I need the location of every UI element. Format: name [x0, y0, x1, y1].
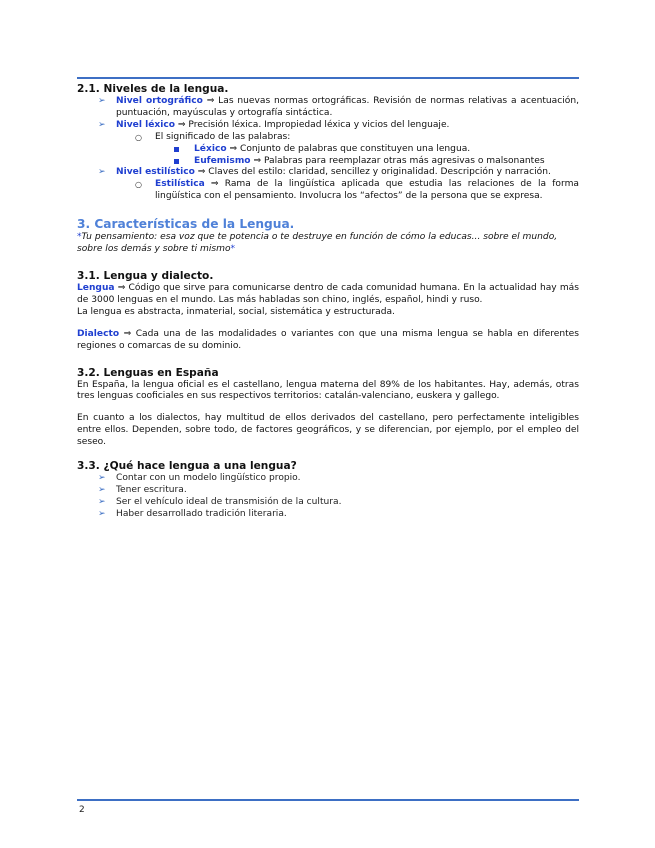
page-content	[77, 82, 579, 521]
lengua-paragraph-2: La lengua es abstracta, inmaterial, social, sistemática y estructurada.	[77, 306, 395, 317]
list-item	[155, 144, 579, 156]
def-estilistico: ⇒ Claves del estilo: claridad, sencillez y originalidad. Descripción y narración.	[194, 167, 551, 178]
def-lexico-word: ⇒ Conjunto de palabras que constituyen una lengua.	[226, 143, 471, 154]
def-lengua: ⇒ Código que sirve para comunicarse dentro de cada comunidad humana. En la actualidad hay más de 3000 lenguas en el mundo. Las más habladas son chino, inglés, español, hindi y ruso.	[77, 282, 579, 305]
term-ortografico: Nivel ortográfico	[116, 96, 203, 106]
section-2-1-heading: 2.1. Niveles de la lengua.	[77, 83, 229, 95]
list-item	[155, 156, 579, 168]
square-bullet-icon	[174, 159, 179, 164]
circle-bullet-icon: ○	[135, 180, 142, 190]
lexico-sub-text: El significado de las palabras:	[155, 131, 291, 142]
espana-paragraph-1: En España, la lengua oficial es el castellano, lengua materna del 89% de los habitantes. Hay, además, otras tres lenguas cooficiales en sus respectivos territorios: catalán-valenciano, euskera y gallego.	[77, 379, 579, 402]
term-lexico-word: Léxico	[194, 143, 227, 154]
quote-star-open: *	[77, 232, 82, 243]
criteria-text: Contar con un modelo lingüístico propio.	[116, 473, 301, 484]
criteria-text: Haber desarrollado tradición literaria.	[116, 508, 287, 519]
list-item	[77, 509, 579, 521]
term-estilistico: Nivel estilístico	[116, 167, 195, 178]
square-bullet-icon	[174, 147, 179, 152]
levels-list	[77, 96, 579, 203]
quote-text: Tu pensamiento: esa voz que te potencia o te destruye en función de cómo la educas... sobre el mundo, sobre los demás y sobre ti mismo	[77, 232, 558, 255]
criteria-text: Ser el vehículo ideal de transmisión de la cultura.	[116, 496, 342, 507]
list-item	[77, 497, 579, 509]
lengua-criteria-list	[77, 473, 579, 521]
circle-bullet-icon: ○	[135, 132, 142, 142]
criteria-text: Tener escritura.	[116, 484, 187, 495]
arrow-bullet-icon: ➢	[98, 484, 106, 495]
thought-quote	[77, 232, 579, 256]
term-lexico: Nivel léxico	[116, 119, 176, 130]
section-3-3-heading: 3.3. ¿Qué hace lengua a una lengua?	[77, 460, 297, 473]
lexico-subsublist	[155, 144, 579, 168]
quote-star-close: *	[230, 244, 236, 255]
espana-paragraph-2: En cuanto a los dialectos, hay multitud de ellos derivados del castellano, pero perfectamente inteligibles entre ellos. Dependen, sobre todo, de factores geográficos, y se diferencian, por ejemplo, por el empleo del seseo.	[77, 413, 579, 448]
arrow-bullet-icon: ➢	[98, 119, 106, 130]
lexico-sublist	[116, 132, 579, 168]
header-rule	[77, 77, 579, 79]
page-number: 2	[79, 805, 85, 815]
section-3-heading: 3. Características de la Lengua.	[77, 217, 295, 232]
def-ortografico: ⇒ Las nuevas normas ortográficas. Revisión de normas relativas a acentuación, puntuación, mayúsculas y ortografía sintáctica.	[116, 96, 579, 118]
list-item	[116, 179, 579, 203]
def-lexico: ⇒ Precisión léxica. Impropiedad léxica y vicios del lenguaje.	[175, 119, 450, 130]
term-estilistica: Estilística	[155, 179, 205, 190]
arrow-bullet-icon: ➢	[98, 496, 106, 507]
footer-rule	[77, 799, 579, 801]
list-item	[77, 473, 579, 485]
list-item	[77, 167, 579, 203]
list-item	[77, 485, 579, 497]
arrow-bullet-icon: ➢	[98, 473, 106, 484]
def-estilistica: ⇒ Rama de la lingüística aplicada que estudia las relaciones de la forma lingüística con el pensamiento. Involucra los “afectos” de la persona que se expresa.	[155, 179, 579, 202]
estilistico-sublist	[116, 179, 579, 203]
section-3-2-heading: 3.2. Lenguas en España	[77, 366, 219, 379]
term-dialecto: Dialecto	[77, 328, 120, 339]
def-eufemismo: ⇒ Palabras para reemplazar otras más agresivas o malsonantes	[250, 155, 545, 166]
term-lengua: Lengua	[77, 282, 115, 293]
list-item	[77, 96, 579, 120]
arrow-bullet-icon: ➢	[98, 508, 106, 519]
def-dialecto: ⇒ Cada una de las modalidades o variantes con que una misma lengua se habla en diferentes regiones o comarcas de su dominio.	[77, 328, 579, 351]
arrow-bullet-icon: ➢	[98, 167, 106, 178]
term-eufemismo: Eufemismo	[194, 155, 251, 166]
lengua-paragraph	[77, 283, 579, 307]
list-item	[116, 132, 579, 168]
dialecto-paragraph	[77, 329, 579, 353]
section-3-1-heading: 3.1. Lengua y dialecto.	[77, 269, 214, 282]
arrow-bullet-icon: ➢	[98, 96, 106, 106]
list-item	[77, 120, 579, 168]
